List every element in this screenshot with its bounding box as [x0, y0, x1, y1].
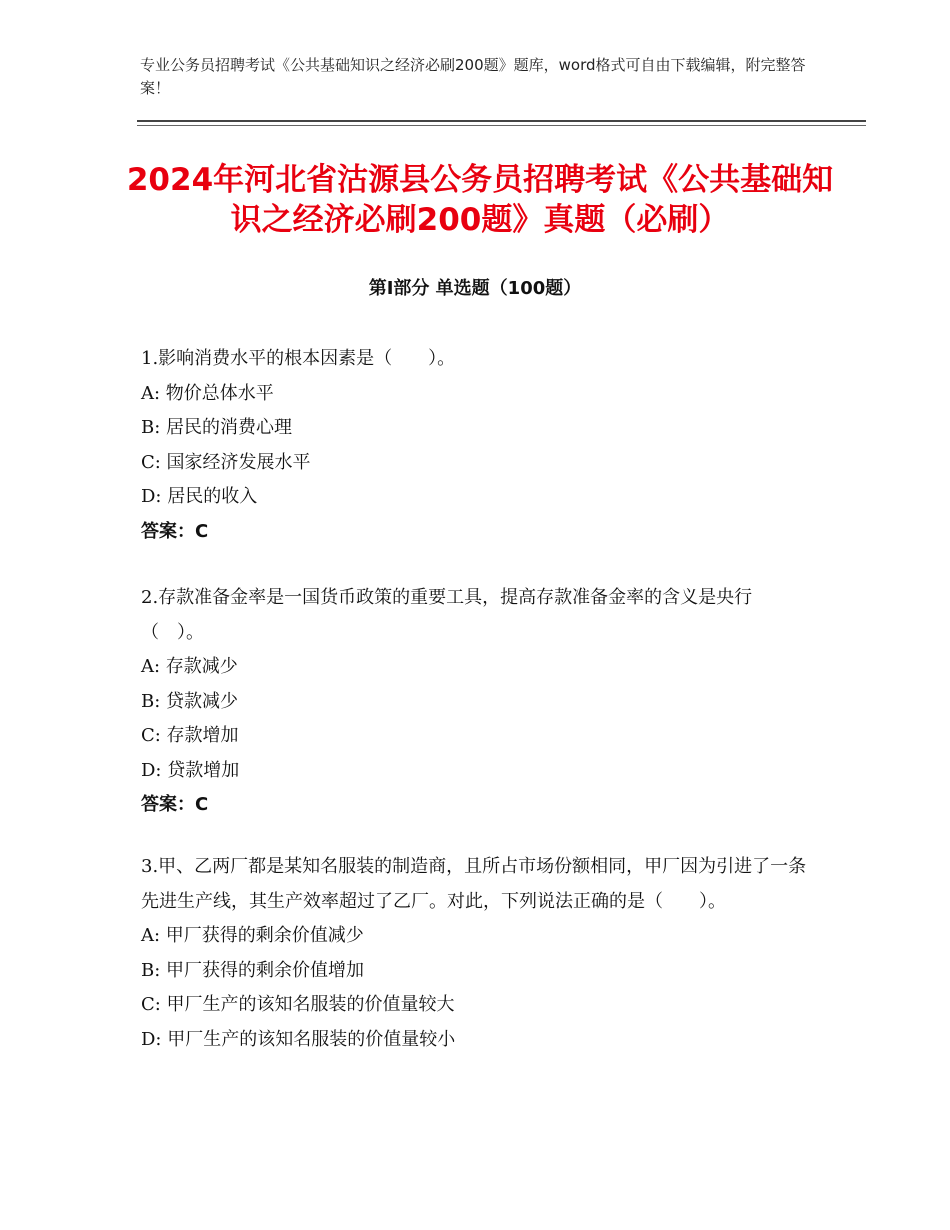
question-stem: 1.影响消费水平的根本因素是（ ）。 [141, 348, 456, 369]
option-c: C: 国家经济发展水平 [141, 451, 311, 473]
option-c: C: 甲厂生产的该知名服装的价值量较大 [141, 994, 455, 1015]
answer: 答案：C [141, 794, 209, 815]
answer: 答案：C [141, 520, 209, 542]
question-1 [141, 342, 811, 549]
option-d: D: 甲厂生产的该知名服装的价值量较小 [141, 1028, 456, 1050]
question-stem: 2.存款准备金率是一国货币政策的重要工具，提高存款准备金率的含义是央行（ ）。 [141, 587, 753, 643]
section-title: 第Ⅰ部分 单选题（100题） [368, 278, 582, 299]
option-b: B: 贷款减少 [141, 690, 239, 712]
option-a: A: 物价总体水平 [141, 382, 274, 404]
option-b: B: 居民的消费心理 [141, 417, 293, 438]
option-d: D: 居民的收入 [141, 486, 258, 507]
question-2 [141, 581, 811, 823]
document-title: 2024年河北省沽源县公务员招聘考试《公共基础知识之经济必刷200题》真题（必刷） [126, 162, 834, 238]
option-d: D: 贷款增加 [141, 759, 240, 781]
header-rule-thick [137, 120, 866, 122]
option-a: A: 甲厂获得的剩余价值减少 [141, 925, 364, 946]
option-c: C: 存款增加 [141, 725, 239, 746]
header-rule-thin [137, 125, 866, 126]
header-note: 专业公务员招聘考试《公共基础知识之经济必刷200题》题库，word格式可自由下载编辑，附完整答案！ [140, 56, 806, 97]
question-stem: 3.甲、乙两厂都是某知名服装的制造商，且所占市场份额相同，甲厂因为引进了一条先进生产线，其生产效率超过了乙厂。对此，下列说法正确的是（ ）。 [141, 856, 807, 912]
option-a: A: 存款减少 [141, 656, 238, 677]
question-3 [141, 850, 811, 1057]
option-b: B: 甲厂获得的剩余价值增加 [141, 959, 365, 981]
